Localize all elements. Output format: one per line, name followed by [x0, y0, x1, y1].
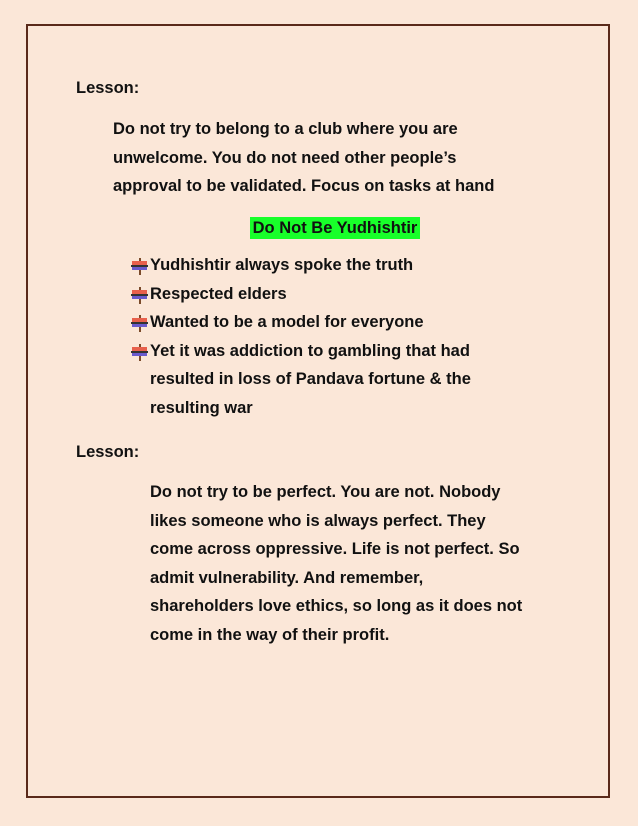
list-item-text: resulted in loss of Pandava fortune & the [150, 370, 471, 388]
list-item-text: Respected elders [150, 284, 287, 303]
list-item [131, 337, 471, 423]
list-item-text: Wanted to be a model for everyone [150, 313, 424, 331]
lesson-text-1-line: unwelcome. You do not need other people’s [113, 148, 457, 167]
lesson-text-2-line: shareholders love ethics, so long as it does not [150, 597, 523, 615]
section-heading-wrap [0, 217, 638, 239]
list-item [131, 308, 471, 337]
lesson-label-2: Lesson: [76, 443, 140, 461]
list-item-text: Yet it was addiction to gambling that had [150, 341, 470, 360]
lesson-text-2-line: admit vulnerability. And remember, [150, 568, 424, 587]
list-item [131, 280, 471, 309]
list-item [131, 251, 471, 280]
lesson-text-1-line: Do not try to belong to a club where you are [113, 120, 458, 138]
pushpin-icon [131, 315, 148, 332]
list-item-text: Yudhishtir always spoke the truth [150, 256, 414, 274]
lesson-label-1: Lesson: [76, 79, 140, 97]
lesson-text-1 [113, 115, 494, 201]
lesson-text-1-line: approval to be validated. Focus on tasks at hand [113, 177, 495, 195]
pushpin-icon [131, 344, 148, 361]
bullet-list [131, 251, 471, 422]
lesson-text-2-line: come across oppressive. Life is not perfect. So [150, 540, 520, 558]
pushpin-icon [131, 258, 148, 275]
list-item-text: resulting war [150, 398, 253, 417]
lesson-text-2-line: Do not try to be perfect. You are not. Nobody [150, 483, 501, 501]
pushpin-icon [131, 287, 148, 304]
lesson-text-2-line: come in the way of their profit. [150, 625, 390, 644]
section-heading: Do Not Be Yudhishtir [250, 217, 421, 239]
lesson-text-2-line: likes someone who is always perfect. They [150, 511, 486, 530]
lesson-text-2 [150, 478, 522, 649]
